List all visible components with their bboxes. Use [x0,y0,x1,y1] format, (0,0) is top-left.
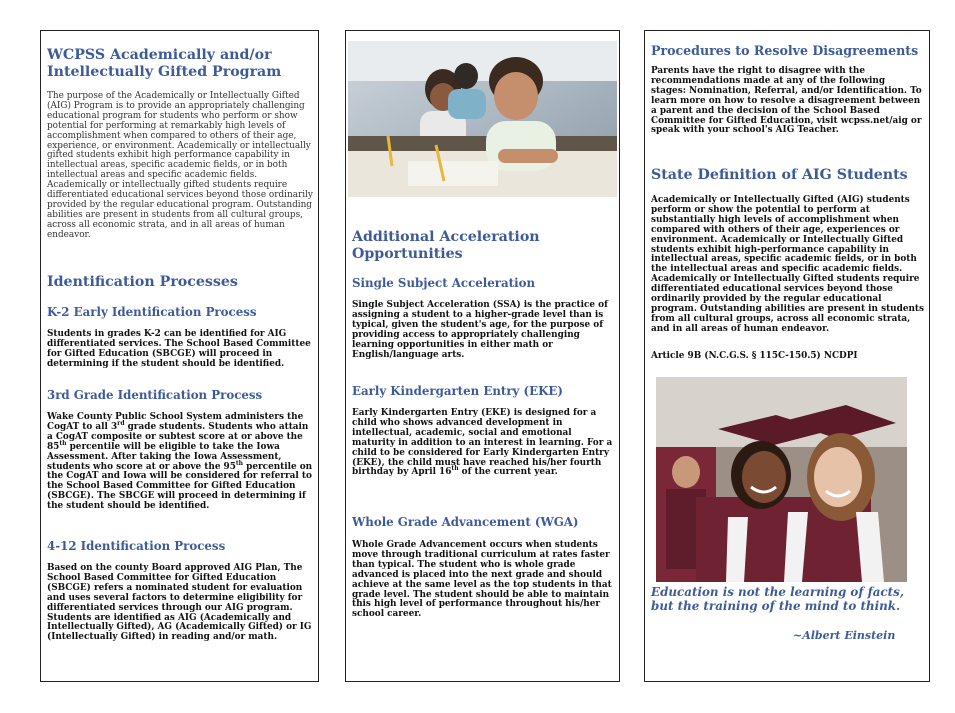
identification-heading: Identification Processes [47,274,238,290]
program-title: WCPSS Academically and/or Intellectually Gifted Program [47,47,282,80]
einstein-quote: Education is not the learning of facts, but the training of the mind to think. [651,585,904,613]
ssa-text: Single Subject Acceleration (SSA) is the practice of assigning a student to a higher-grade level than is typical, given the student's age, for the purpose of providing access to appropriately challenging learning opportunities in either math or English/language arts. [352,300,608,360]
grade3-heading: 3rd Grade Identification Process [47,388,263,402]
wga-heading: Whole Grade Advancement (WGA) [352,515,579,529]
grade3-text: Wake County Public School System administers the CogAT to all 3rd grade students. Students who attain a CogAT composite or subtest score at or above the 85th percentile will be eligible to take the Iowa Assessment. After taking the Iowa Assessment, students who score at or above the 95th percentile on the CogAT and Iowa will be considered for referral to the School Based Committee for Gifted Education (SBCGE). The SBCGE will proceed in determining if the student should be identified. [47,412,313,512]
grade4-12-text: Based on the county Board approved AIG Plan, The School Based Committee for Gifted Education (SBCGE) refers a nominated student for evaluation and uses several factors to determine eligibility for differentiated services through our AIG program. Students are identified as AIG (Academically and Intellectually Gifted), AG (Academically Gifted) or IG (Intellectually Gifted) in reading and/or math. [47,563,312,643]
ssa-heading: Single Subject Acceleration [352,276,536,290]
quote-attribution: ~Albert Einstein [793,629,896,642]
students-writing-photo [348,41,617,197]
program-intro: The purpose of the Academically or Intellectually Gifted (AIG) Program is to provide an appropriately challenging educational program for students who perform or show potential for performing at remarkably high levels of accomplishment when compared to others of their age, experience, or environment. Academically or intellectually gifted students exhibit high performance capability in intellectual areas, specific academic fields, or in both intellectual areas and specific academic fields. Academically or intellectually gifted students require differentiated educational services beyond those ordinarily provided by the regular educational program. Outstanding abilities are present in students from all cultural groups, across all economic strata, and in all areas of human endeavor. [47,91,313,240]
article-citation: Article 9B (N.C.G.S. § 115C-150.5) NCDPI [651,351,858,361]
state-definition-heading: State Definition of AIG Students [651,167,908,183]
grade4-12-heading: 4-12 Identification Process [47,539,226,553]
disagreements-heading: Procedures to Resolve Disagreements [651,43,919,58]
state-definition-text: Academically or Intellectually Gifted (AIG) students perform or show the potential to perform at substantially high levels of accomplishment when compared with others of their age, experiences or environment. Academically or Intellectually Gifted students exhibit high-performance capability in intellectual areas, specific academic fields, or in both the intellectual areas and specific academic fields. Academically or Intellectually Gifted students require differentiated educational services beyond those ordinarily provided by the regular educational program. Outstanding abilities are present in students from all cultural groups, across all economic strata, and in all areas of human endeavor. [651,195,925,334]
eke-text: Early Kindergarten Entry (EKE) is designed for a child who shows advanced development in intellectual, academic, social and emotional maturity in addition to an interest in learning. For a child to be considered for Early Kindergarten Entry (EKE), the child must have reached his/her fourth birthday by April 16th of the current year. [352,408,613,478]
eke-heading: Early Kindergarten Entry (EKE) [352,384,563,398]
wga-text: Whole Grade Advancement occurs when students move through traditional curriculum at rates faster than typical. The student who is whole grade advanced is placed into the next grade and should achieve at the same level as the top students in that grade level. The student should be able to maintain this high level of performance throughout his/her school career. [352,540,612,620]
k2-heading: K-2 Early Identification Process [47,305,257,319]
disagreements-text: Parents have the right to disagree with the recommendations made at any of the following stages: Nomination, Referral, and/or Identification. To learn more on how to resolve a disagreement between a parent and the decision of the School Based Committee for Gifted Education, visit wcpss.net/aig or speak with your school's AIG Teacher. [651,66,922,136]
graduates-photo [656,377,907,582]
acceleration-heading: Additional Acceleration Opportunities [352,229,540,262]
k2-text: Students in grades K-2 can be identified for AIG differentiated services. The School Based Committee for Gifted Education (SBCGE) will proceed in determining if the student should be identified. [47,329,311,369]
